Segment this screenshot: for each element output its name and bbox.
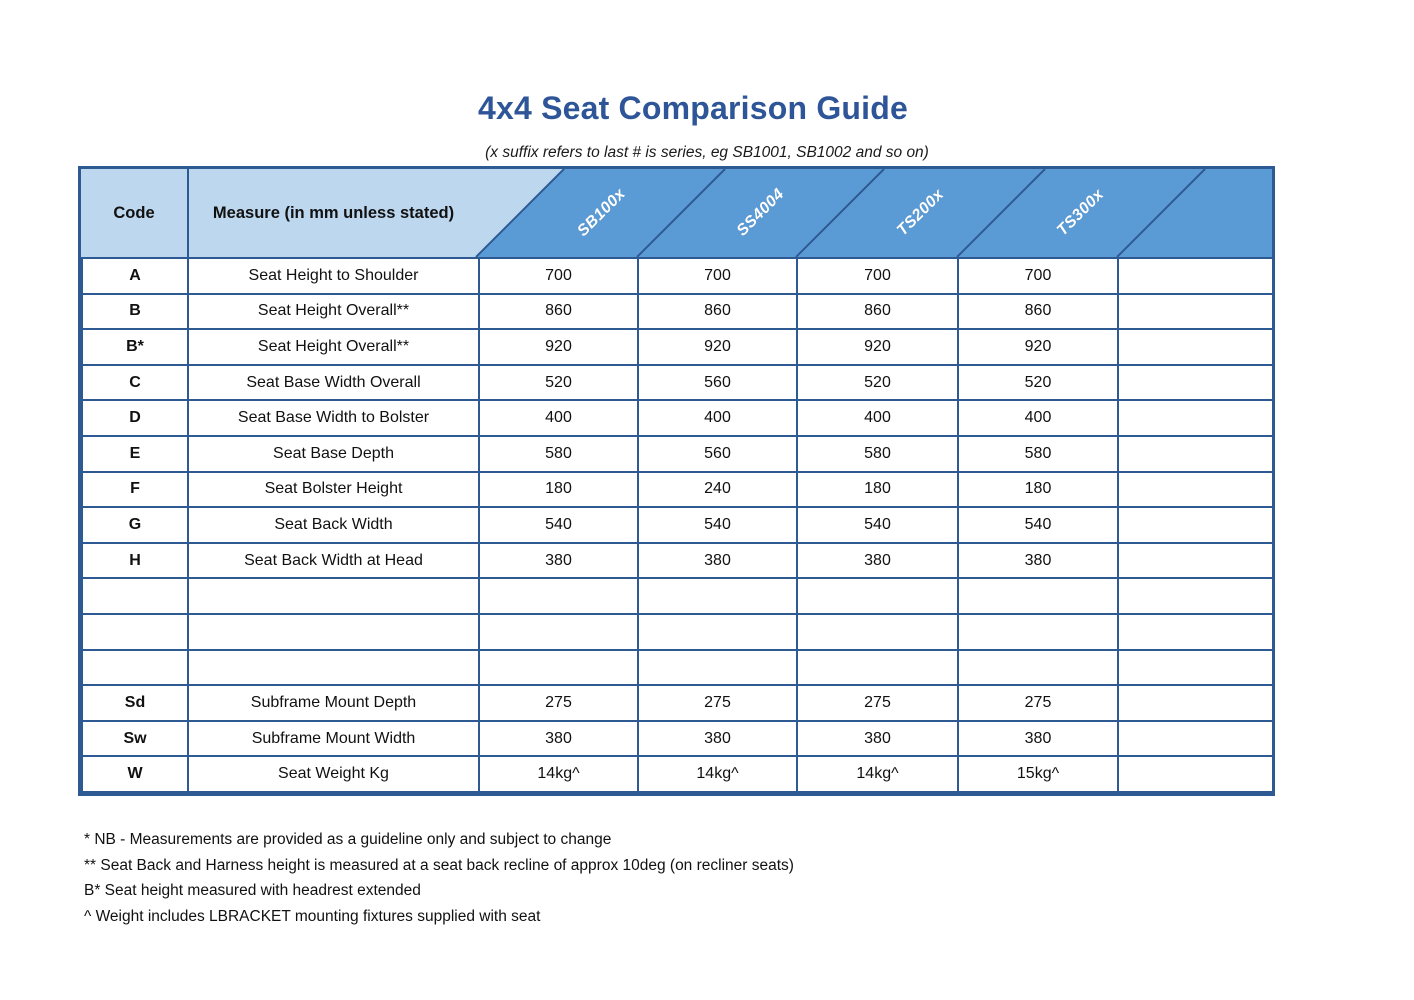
table-row [82, 578, 1273, 614]
value-cell: 275 [958, 685, 1118, 721]
value-cell [638, 578, 797, 614]
table-row [82, 507, 1273, 543]
value-cell [1118, 756, 1273, 792]
value-cell [1118, 258, 1273, 294]
table-row [82, 650, 1273, 686]
table-row [82, 258, 1273, 294]
measure-cell: Seat Base Width to Bolster [188, 400, 479, 436]
value-cell: 540 [479, 507, 638, 543]
value-cell: 700 [797, 258, 958, 294]
footnote-line: * NB - Measurements are provided as a guideline only and subject to change [84, 831, 612, 848]
value-cell: 860 [797, 294, 958, 330]
value-cell: 860 [958, 294, 1118, 330]
value-cell [479, 650, 638, 686]
value-cell: 920 [797, 329, 958, 365]
code-cell: F [82, 472, 188, 508]
value-cell: 700 [958, 258, 1118, 294]
measure-cell: Seat Back Width at Head [188, 543, 479, 579]
value-cell [1118, 365, 1273, 401]
code-cell: G [82, 507, 188, 543]
value-cell: 380 [638, 721, 797, 757]
value-cell [958, 578, 1118, 614]
measure-cell: Seat Height to Shoulder [188, 258, 479, 294]
page-subtitle: (x suffix refers to last # is series, eg SB1001, SB1002 and so on) [485, 144, 929, 161]
measure-cell: Seat Weight Kg [188, 756, 479, 792]
value-cell: 240 [638, 472, 797, 508]
page-title: 4x4 Seat Comparison Guide [477, 90, 908, 126]
measure-cell [188, 614, 479, 650]
value-cell: 520 [958, 365, 1118, 401]
value-cell: 275 [479, 685, 638, 721]
footnote-line: ** Seat Back and Harness height is measured at a seat back recline of approx 10deg (on recliner seats) [84, 856, 794, 874]
measure-cell: Seat Base Depth [188, 436, 479, 472]
value-cell [958, 650, 1118, 686]
value-cell [638, 650, 797, 686]
value-cell: 380 [479, 721, 638, 757]
col-header-code: Code [113, 203, 155, 222]
value-cell: 520 [479, 365, 638, 401]
product-header-label: TS300x [1053, 185, 1108, 240]
value-cell: 380 [479, 543, 638, 579]
footnote-line: ^ Weight includes LBRACKET mounting fixtures supplied with seat [84, 907, 541, 925]
table-row [82, 756, 1273, 792]
table-grid [81, 257, 1274, 793]
value-cell [1118, 400, 1273, 436]
value-cell [1118, 472, 1273, 508]
table-body [82, 258, 1273, 792]
code-cell: Sw [82, 721, 188, 757]
table-row [82, 365, 1273, 401]
value-cell: 920 [479, 329, 638, 365]
code-cell: Sd [82, 685, 188, 721]
table-row [82, 543, 1273, 579]
comparison-table [78, 166, 1275, 796]
footnotes [84, 827, 794, 929]
value-cell [1118, 543, 1273, 579]
code-cell: B [82, 294, 188, 330]
measure-cell: Seat Back Width [188, 507, 479, 543]
measure-cell [188, 650, 479, 686]
product-header-label: SS4004 [733, 185, 788, 240]
product-header-label: TS200x [893, 185, 947, 240]
measure-cell: Seat Bolster Height [188, 472, 479, 508]
table-row [82, 685, 1273, 721]
value-cell: 15kg^ [958, 756, 1118, 792]
product-header-label: SB100x [573, 185, 629, 240]
value-cell [797, 578, 958, 614]
value-cell [1118, 650, 1273, 686]
code-cell: W [82, 756, 188, 792]
value-cell: 920 [638, 329, 797, 365]
value-cell: 400 [797, 400, 958, 436]
value-cell: 400 [958, 400, 1118, 436]
code-cell [82, 650, 188, 686]
table-row [82, 294, 1273, 330]
col-header-measure: Measure (in mm unless stated) [212, 203, 455, 222]
table-row [82, 472, 1273, 508]
value-cell: 700 [479, 258, 638, 294]
value-cell: 380 [797, 543, 958, 579]
value-cell: 400 [638, 400, 797, 436]
value-cell [1118, 721, 1273, 757]
value-cell [1118, 507, 1273, 543]
value-cell: 180 [479, 472, 638, 508]
value-cell: 380 [638, 543, 797, 579]
measure-cell: Subframe Mount Depth [188, 685, 479, 721]
value-cell: 700 [638, 258, 797, 294]
value-cell: 520 [797, 365, 958, 401]
code-cell [82, 614, 188, 650]
table-row [82, 436, 1273, 472]
table-row [82, 400, 1273, 436]
value-cell: 380 [958, 543, 1118, 579]
code-cell [82, 578, 188, 614]
value-cell: 180 [797, 472, 958, 508]
value-cell: 580 [479, 436, 638, 472]
value-cell [1118, 578, 1273, 614]
value-cell: 180 [958, 472, 1118, 508]
value-cell: 560 [638, 365, 797, 401]
value-cell: 400 [479, 400, 638, 436]
value-cell: 580 [797, 436, 958, 472]
value-cell: 860 [479, 294, 638, 330]
value-cell [1118, 685, 1273, 721]
code-cell: A [82, 258, 188, 294]
value-cell [1118, 329, 1273, 365]
table-header [81, 169, 1272, 257]
table-row [82, 721, 1273, 757]
value-cell [1118, 294, 1273, 330]
code-cell: H [82, 543, 188, 579]
value-cell: 540 [797, 507, 958, 543]
value-cell [797, 614, 958, 650]
value-cell: 14kg^ [797, 756, 958, 792]
code-cell: B* [82, 329, 188, 365]
measure-cell: Seat Height Overall** [188, 329, 479, 365]
value-cell [638, 614, 797, 650]
measure-cell [188, 578, 479, 614]
measure-cell: Seat Height Overall** [188, 294, 479, 330]
measure-cell: Subframe Mount Width [188, 721, 479, 757]
value-cell: 275 [797, 685, 958, 721]
value-cell: 14kg^ [479, 756, 638, 792]
value-cell: 380 [958, 721, 1118, 757]
code-cell: E [82, 436, 188, 472]
value-cell: 540 [958, 507, 1118, 543]
value-cell: 560 [638, 436, 797, 472]
table-row [82, 329, 1273, 365]
value-cell [797, 650, 958, 686]
measure-cell: Seat Base Width Overall [188, 365, 479, 401]
value-cell: 540 [638, 507, 797, 543]
table-row [82, 614, 1273, 650]
footnote-line: B* Seat height measured with headrest extended [84, 882, 421, 899]
value-cell: 275 [638, 685, 797, 721]
value-cell [479, 578, 638, 614]
value-cell [958, 614, 1118, 650]
code-cell: C [82, 365, 188, 401]
value-cell: 580 [958, 436, 1118, 472]
value-cell [479, 614, 638, 650]
value-cell [1118, 436, 1273, 472]
code-cell: D [82, 400, 188, 436]
value-cell: 380 [797, 721, 958, 757]
value-cell: 860 [638, 294, 797, 330]
value-cell: 920 [958, 329, 1118, 365]
value-cell: 14kg^ [638, 756, 797, 792]
value-cell [1118, 614, 1273, 650]
